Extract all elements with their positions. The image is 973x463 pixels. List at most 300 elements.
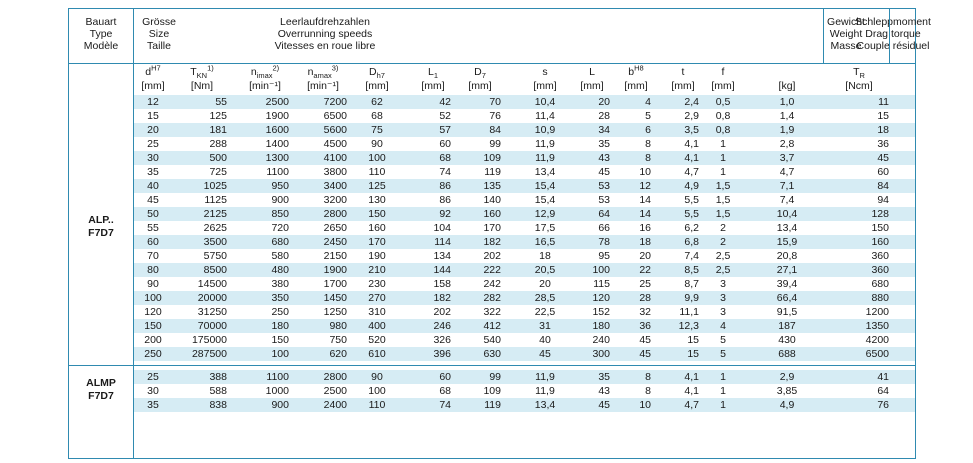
table-cell: 15 [687,348,699,360]
table-cell: 2625 [203,222,227,234]
table-cell: 1025 [203,180,227,192]
table-header [69,9,931,64]
column-unit: [mm] [141,80,165,92]
table-cell: 1250 [323,306,347,318]
column-unit: [Nm] [190,80,214,92]
group-label-line: F7D7 [88,227,114,239]
table-cell: 175000 [191,334,227,346]
header-torque-line: Couple résiduel [856,40,930,52]
table-cell: 150 [271,334,289,346]
table-cell: 150 [144,320,162,332]
symbol-letter: d [145,66,152,78]
table-cell: 60 [439,371,451,383]
table-cell: 720 [271,222,289,234]
table-cell: 3800 [323,166,347,178]
table-cell: 412 [483,320,501,332]
group-label-line: ALMP [86,377,116,389]
table-cell: 2 [720,222,726,234]
table-cell: 90 [371,138,383,150]
table-cell: 4100 [323,152,347,164]
table-cell: 5600 [323,124,347,136]
table-cell: 60 [439,138,451,150]
column-unit: [min⁻¹] [307,80,339,92]
table-cell: 8 [645,371,651,383]
table-cell: 1 [720,371,726,383]
header-weight-line: Masse [830,40,862,52]
table-cell: 22,5 [534,306,556,318]
table-cell: 1 [720,166,726,178]
group-label [69,214,133,240]
table-cell: 4500 [323,138,347,150]
table-cell: 182 [433,292,451,304]
symbol-letter: b [628,66,635,78]
table-cell: 12,9 [534,208,556,220]
table-cell: 45 [639,348,651,360]
table-cell: 190 [368,250,386,262]
table-cell: 2,4 [684,96,699,108]
column-divider [133,9,134,458]
table-cell: 5,5 [684,194,699,206]
table-cell: 2125 [203,208,227,220]
table-cell: 7200 [323,96,347,108]
table-cell: 86 [439,194,451,206]
table-cell: 3500 [203,236,227,248]
table-cell: 396 [433,348,451,360]
column-unit: [mm] [468,80,492,92]
group-label-line: F7D7 [88,390,114,402]
symbol-letter: D [474,66,482,78]
table-cell: 110 [368,399,386,411]
table-cell: 115 [593,278,610,290]
table-cell: 630 [483,348,501,360]
symbol-letter: D [369,66,377,78]
table-cell: 326 [433,334,451,346]
table-cell: 120 [144,306,162,318]
symbol-letter: L [589,66,595,78]
table-cell: 18 [877,124,889,136]
column-symbol [353,65,401,79]
footnote-ref: 2) [272,63,280,73]
table-cell: 52 [439,110,451,122]
table-cell: 1,9 [779,124,795,136]
table-cell: 1 [720,385,726,397]
table-cell: 1,5 [715,180,731,192]
table-cell: 3 [720,292,726,304]
table-cell: 135 [483,180,501,192]
symbol-letter: T [190,66,197,78]
table-cell: 18 [539,250,551,262]
table-cell: 16,5 [534,236,556,248]
table-cell: 84 [877,180,889,192]
table-cell: 500 [209,152,227,164]
table-cell: 288 [209,138,227,150]
symbol-letter: t [681,66,685,78]
table-cell: 45 [598,166,610,178]
table-cell: 11,4 [535,110,555,122]
table-cell: 4,1 [684,371,699,383]
header-type-line: Type [89,28,113,40]
symbol-letter: n [250,66,257,78]
table-cell: 1700 [323,278,347,290]
symbol-subscript: h7 [376,71,385,81]
header-torque-line: Drag torque [865,28,921,40]
column-divider [823,9,824,63]
table-cell: 540 [483,334,501,346]
table-cell: 13,4 [534,399,556,411]
table-cell: 31250 [197,306,227,318]
table-cell: 150 [871,222,889,234]
table-cell: 94 [877,194,889,206]
table-cell: 14500 [197,278,227,290]
table-cell: 34 [598,124,610,136]
table-cell: 11,9 [535,138,555,150]
table-cell: 388 [209,371,227,383]
table-cell: 202 [483,250,501,262]
table-cell: 20,5 [534,264,556,276]
table-cell: 86 [439,180,451,192]
table-cell: 66 [598,222,610,234]
table-cell: 6500 [865,348,889,360]
symbol-superscript: H7 [151,63,161,73]
table-cell: 5 [645,110,651,122]
table-cell: 158 [433,278,451,290]
table-cell: 74 [439,399,451,411]
header-speeds-line: Vitesses en roue libre [274,40,376,52]
table-cell: 1125 [204,194,227,206]
table-cell: 125 [368,180,386,192]
symbol-subscript: 7 [481,71,486,81]
table-cell: 360 [871,264,889,276]
table-cell: 25 [147,138,159,150]
header-weight-line: Weight [829,28,863,40]
header-size-line: Size [148,28,170,40]
column-unit: [mm] [365,80,389,92]
table-cell: 2 [720,236,726,248]
table-cell: 30 [147,385,159,397]
table-cell: 3,7 [779,152,795,164]
table-cell: 1900 [323,264,347,276]
table-cell: 45 [147,194,159,206]
table-cell: 60 [147,236,159,248]
table-cell: 55 [147,222,159,234]
table-cell: 4,7 [684,399,699,411]
symbol-letter: T [853,66,860,78]
column-symbol [703,65,743,79]
table-cell: 128 [871,208,889,220]
table-cell: 68 [439,385,451,397]
table-cell: 1900 [265,110,289,122]
table-cell: 90 [371,371,383,383]
table-cell: 1 [720,138,726,150]
table-cell: 11,9 [535,371,555,383]
table-cell: 222 [483,264,501,276]
table-cell: 160 [483,208,501,220]
header-type-line: Bauart [85,16,117,28]
table-cell: 246 [433,320,451,332]
table-cell: 60 [877,166,889,178]
table-cell: 12,3 [678,320,699,332]
table-cell: 160 [368,222,386,234]
symbol-superscript: H8 [634,63,644,73]
footnote-ref: 1) [207,63,214,73]
table-cell: 610 [368,348,386,360]
table-cell: 99 [489,138,501,150]
table-cell: 1 [720,399,726,411]
table-cell: 210 [368,264,386,276]
column-symbol [823,65,895,79]
column-unit: [Ncm] [845,80,873,92]
header-size-line: Taille [147,40,171,52]
table-cell: 100 [271,348,289,360]
table-cell: 10,4 [534,96,556,108]
table-cell: 20 [147,124,159,136]
table-cell: 20 [539,278,551,290]
table-cell: 15 [687,334,699,346]
dimension-table [68,8,931,459]
table-cell: 75 [371,124,383,136]
table-cell: 100 [592,264,610,276]
table-cell: 8500 [203,264,227,276]
table-cell: 30 [147,152,159,164]
table-cell: 1100 [266,371,289,383]
header-speeds-line: Overrunning speeds [277,28,373,40]
table-cell: 45 [598,399,610,411]
table-cell: 7,4 [684,250,699,262]
table-cell: 35 [598,138,610,150]
table-cell: 6500 [323,110,347,122]
table-cell: 900 [271,399,289,411]
table-cell: 270 [368,292,386,304]
table-cell: 900 [271,194,289,206]
table-cell: 11 [878,96,889,108]
table-cell: 150 [368,208,386,220]
table-cell: 18 [639,236,651,248]
footnote-ref: 3) [331,63,339,73]
table-cell: 68 [371,110,383,122]
column-divider [889,9,890,63]
table-cell: 950 [271,180,289,192]
table-cell: 40 [539,334,551,346]
table-cell: 240 [592,334,610,346]
table-cell: 242 [483,278,501,290]
column-symbol [293,65,353,79]
table-cell: 2,9 [684,110,699,122]
table-cell: 10,9 [534,124,556,136]
table-cell: 28 [639,292,651,304]
column-symbol [753,65,821,79]
column-unit: [min⁻¹] [249,80,281,92]
group-label-line: ALP.. [88,214,114,226]
table-cell: 322 [483,306,501,318]
table-cell: 78 [598,236,610,248]
table-cell: 350 [271,292,289,304]
table-cell: 0,8 [715,124,731,136]
header-size-line: Grösse [142,16,176,28]
table-cell: 53 [598,180,610,192]
table-cell: 11,9 [535,385,555,397]
table-cell: 17,5 [534,222,556,234]
table-cell: 100 [368,152,386,164]
header-type [69,16,133,52]
table-cell: 360 [871,250,889,262]
table-cell: 104 [433,222,451,234]
symbol-subscript: KN [196,71,208,81]
table-cell: 1,5 [715,208,731,220]
table-cell: 1300 [265,152,289,164]
header-speeds-line: Leerlaufdrehzahlen [280,16,370,28]
table-cell: 2,5 [715,264,731,276]
table-cell: 8 [645,385,651,397]
header-size [133,16,185,52]
table-cell: 3,85 [776,385,798,397]
table-cell: 25 [147,371,159,383]
table-cell: 32 [639,306,651,318]
table-cell: 70 [147,250,159,262]
header-weight-line: Gewicht [827,16,865,28]
table-cell: 1450 [323,292,347,304]
table-cell: 6,2 [684,222,699,234]
table-cell: 40 [147,180,159,192]
table-cell: 620 [329,348,347,360]
table-cell: 250 [271,306,289,318]
table-cell: 400 [368,320,386,332]
table-cell: 16 [639,222,651,234]
table-cell: 1200 [865,306,889,318]
table-cell: 12 [147,96,159,108]
group-separator [69,365,915,366]
table-cell: 181 [209,124,227,136]
table-cell: 1000 [265,385,289,397]
table-cell: 114 [434,236,451,248]
table-cell: 2800 [323,371,347,383]
table-cell: 55 [215,96,227,108]
table-cell: 11,1 [679,306,699,318]
table-cell: 62 [371,96,383,108]
table-cell: 80 [147,264,159,276]
symbol-letter: s [542,66,548,78]
table-cell: 5750 [203,250,227,262]
table-cell: 90 [147,278,159,290]
table-cell: 1350 [865,320,889,332]
table-cell: 119 [484,166,501,178]
table-cell: 100 [368,385,386,397]
table-cell: 4,7 [684,166,699,178]
table-cell: 2500 [323,385,347,397]
symbol-subscript: R [859,71,865,81]
table-cell: 66,4 [776,292,798,304]
table-cell: 2,5 [715,250,731,262]
table-cell: 27,1 [776,264,798,276]
column-symbol [661,65,705,79]
table-cell: 1,0 [779,96,795,108]
symbol-letter: f [721,66,725,78]
table-cell: 2400 [323,399,347,411]
table-cell: 35 [147,399,159,411]
table-cell: 120 [592,292,610,304]
table-cell: 140 [483,194,501,206]
table-cell: 45 [639,334,651,346]
table-cell: 35 [598,371,610,383]
table-cell: 310 [368,306,386,318]
table-cell: 119 [484,399,501,411]
table-cell: 64 [598,208,610,220]
table-cell: 180 [271,320,289,332]
table-cell: 1 [720,152,726,164]
table-cell: 838 [209,399,227,411]
column-symbol [235,65,295,79]
table-cell: 84 [489,124,501,136]
table-cell: 144 [433,264,451,276]
column-unit: [mm] [421,80,445,92]
column-symbol [135,65,171,79]
table-cell: 850 [271,208,289,220]
table-cell: 15 [877,110,889,122]
table-cell: 8 [645,152,651,164]
column-symbol [615,65,657,79]
table-cell: 11,9 [535,152,555,164]
symbol-subscript: imax [256,71,273,81]
table-cell: 14 [639,208,651,220]
table-cell: 109 [483,385,501,397]
table-cell: 182 [483,236,501,248]
table-cell: 680 [871,278,889,290]
table-cell: 1100 [266,166,289,178]
table-cell: 2500 [265,96,289,108]
table-cell: 230 [368,278,386,290]
table-cell: 4 [720,320,726,332]
table-cell: 6 [645,124,651,136]
column-unit: [mm] [671,80,695,92]
table-cell: 28,5 [534,292,556,304]
table-cell: 1400 [265,138,289,150]
table-cell: 15,4 [534,180,556,192]
table-cell: 2,9 [779,371,795,383]
table-cell: 36 [639,320,651,332]
table-cell: 3200 [323,194,347,206]
table-cell: 10 [639,399,651,411]
table-cell: 45 [877,152,889,164]
table-cell: 36 [877,138,889,150]
table-cell: 12 [639,180,651,192]
table-cell: 10 [639,166,651,178]
table-cell: 20 [639,250,651,262]
table-cell: 160 [871,236,889,248]
table-cell: 43 [598,385,610,397]
table-cell: 13,4 [534,166,556,178]
table-cell: 1,4 [779,110,795,122]
column-unit: [mm] [711,80,735,92]
table-cell: 7,4 [779,194,795,206]
table-cell: 2,8 [779,138,795,150]
column-unit: [mm] [580,80,604,92]
table-cell: 170 [368,236,386,248]
table-cell: 3400 [323,180,347,192]
table-cell: 7,1 [779,180,795,192]
table-cell: 15,4 [534,194,556,206]
table-cell: 64 [877,385,889,397]
table-cell: 68 [439,152,451,164]
table-cell: 20000 [197,292,227,304]
table-cell: 4200 [865,334,889,346]
table-cell: 2800 [323,208,347,220]
table-cell: 4,1 [684,152,699,164]
table-cell: 2650 [323,222,347,234]
table-cell: 300 [592,348,610,360]
table-cell: 1,5 [715,194,731,206]
table-cell: 15 [147,110,159,122]
table-cell: 6,8 [684,236,699,248]
table-cell: 74 [439,166,451,178]
